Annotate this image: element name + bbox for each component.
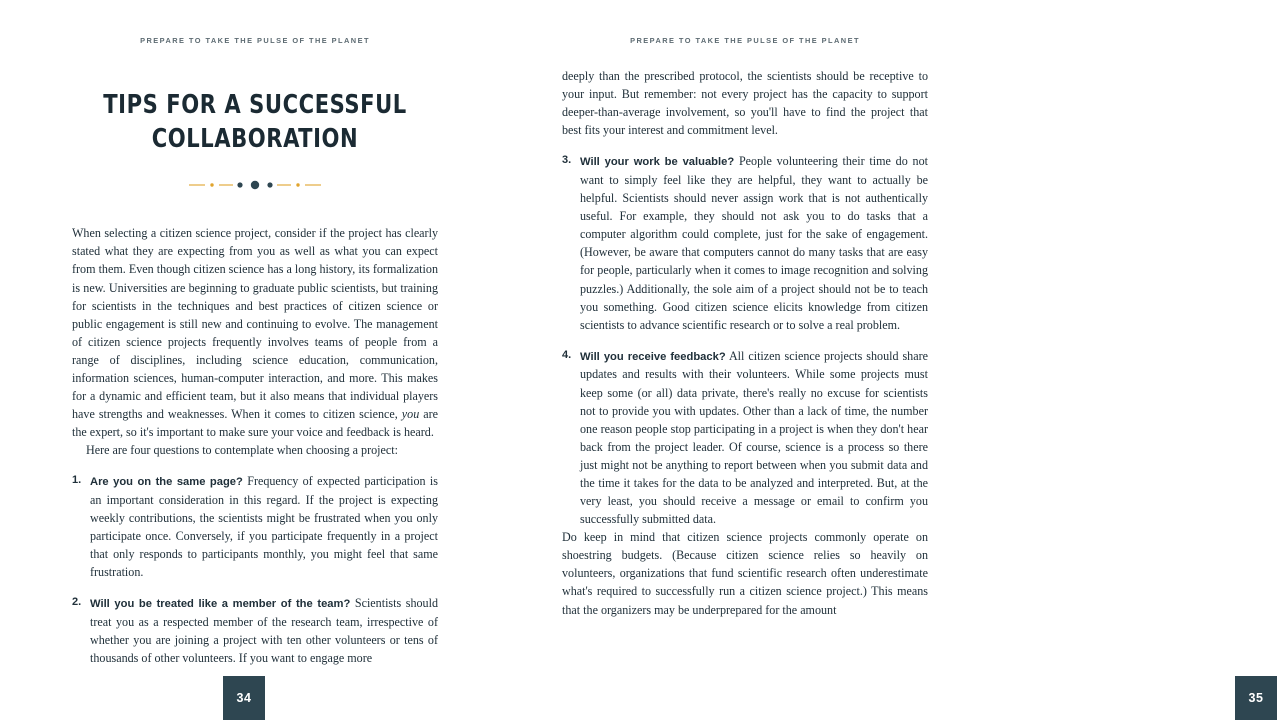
page-title [87,89,424,156]
left-body-column [72,224,438,667]
page-title-line-1: TIPS FOR A SUCCESSFUL [103,90,407,120]
list-item-lead: Will you be treated like a member of the team? [90,598,351,611]
paragraph-intro-tail: are the expert, so it's important to make sure your voice and feedback is heard. [72,407,438,440]
list-item-text: All citizen science projects should share updates and results with their volunteers. While some projects must keep some (or all) data private, there's really no excuse for scientists not to provide you with updates. Other than a lack of time, the number one reason people stop participating in a project is when they don't hear back from the project leader. Of course, science is a process so there just might not be anything to report between when you submit data and the time it takes for the data to be analyzed and interpreted. But, at the very least, you should receive a message or email to confirm you successfully submitted data. [580,348,928,527]
paragraph-continuation: deeply than the prescribed protocol, the scientists should be receptive to your input. But remember: not every project has the capacity to support deeper-than-average involvement, so you'll have to find the project that best fits your interest and commitment level. [562,69,928,138]
list-item-lead: Will you receive feedback? [580,350,726,363]
list-item-text: People volunteering their time do not want to simply feel like they are helpful, they want to actually be helpful. Scientists should never assign work that is not authentically useful. For example, they should not ask you to do tasks that a computer algorithm could complete, just for the sake of engagement. (However, be aware that computers cannot do many tasks that are easy for people, particularly when it comes to image recognition and solving puzzles.) Additionally, the sole aim of a project should not be to teach you something. Good citizen science elicits knowledge from citizen scientists to advance scientific research or to solve a real problem. [580,154,928,332]
list-item [72,472,438,581]
list-item [72,594,438,667]
paragraph-questions-lead: Here are four questions to contemplate when choosing a project: [86,443,398,458]
ornament-svg [155,176,355,194]
list-item-number: 1. [72,474,82,487]
list-item-lead: Will your work be valuable? [580,156,735,169]
right-page [500,0,1264,720]
list-item-text: Scientists should treat you as a respected member of the research team, irrespective of whether you are joining a project with ten other volunteers or tens of thousands of other volunteers. If you want to engage more [90,596,438,666]
running-head-left: PREPARE TO TAKE THE PULSE OF THE PLANET [140,36,370,45]
paragraph-intro-text: When selecting a citizen science project, consider if the project has clearly stated what they are expecting from you as well as what you can expect from them. Even though citizen science has a long history, its formalization is new. Universities are beginning to graduate public scientists, but training for scientists in the techniques and best practices of citizen science or public engagement is still new and continuing to evolve. The management of citizen science projects frequently involves teams of people from a range of disciplines, including science education, communication, information sciences, human-computer interaction, and more. This makes for a dynamic and efficient team, but it also means that individual players have strengths and weaknesses. When it comes to citizen science, [72,226,438,422]
list-item-number: 3. [562,154,572,167]
list-item [562,152,928,333]
paragraph-closing: Do keep in mind that citizen science projects commonly operate on shoestring budgets. (Because citizen science relies so heavily on volunteers, organizations that fund scientific research often underestimate what's required to successfully run a citizen science project.) This means that the organizers may be underprepared for the amount [562,530,928,617]
paragraph-intro [72,224,438,441]
list-item-lead: Are you on the same page? [90,476,243,489]
list-item-number: 4. [562,348,572,361]
paragraph-intro-emphasis: you [401,407,420,422]
page-number-left: 34 [223,676,265,720]
page-title-line-2: COLLABORATION [151,123,359,154]
list-item-text: Frequency of expected participation is an important consideration in this regard. If the project is expecting weekly contributions, the scientists might be frustrated when you only participate once. Conversely, if you participate frequently in a project that only responds to participants monthly, you might feel that same frustration. [90,474,438,580]
list-item-number: 2. [72,596,82,609]
running-head-right: PREPARE TO TAKE THE PULSE OF THE PLANET [630,36,860,45]
list-item [562,347,928,528]
questions-list-left [72,472,438,667]
right-body-column [562,67,928,619]
ornament-divider [155,176,355,194]
questions-list-right [562,152,928,528]
left-page [0,0,500,720]
page-number-right: 35 [1235,676,1277,720]
